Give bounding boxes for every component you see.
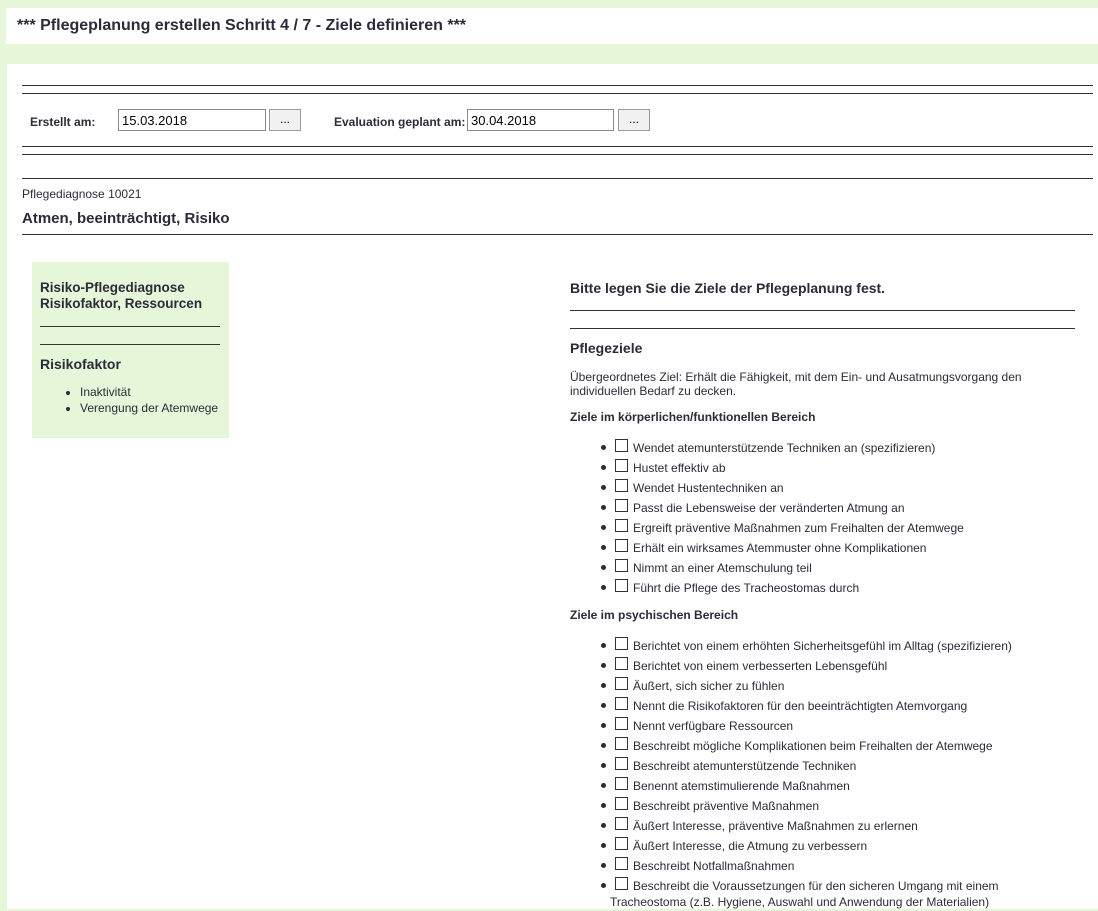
bullet-icon (601, 723, 606, 728)
goal-checkbox[interactable] (615, 459, 628, 472)
divider (22, 234, 1093, 235)
physical-goals-heading: Ziele im körperlichen/funktionellen Bereich (570, 410, 816, 424)
goal-item (570, 797, 1050, 817)
created-date-input[interactable] (118, 109, 266, 131)
goal-label: Benennt atemstimulierende Maßnahmen (633, 779, 850, 793)
bullet-icon (601, 883, 606, 888)
goal-item (570, 877, 1050, 911)
evaluation-date-input[interactable] (467, 109, 614, 131)
goal-checkbox[interactable] (615, 657, 628, 670)
created-date-label: Erstellt am: (30, 115, 96, 129)
risk-panel-heading-line1: Risiko-Pflegediagnose (40, 280, 185, 295)
bullet-icon (601, 445, 606, 450)
goal-label: Beschreibt präventive Maßnahmen (633, 799, 820, 813)
goal-item (570, 757, 1050, 777)
diagnosis-title: Atmen, beeinträchtigt, Risiko (22, 210, 230, 227)
goal-label: Äußert Interesse, präventive Maßnahmen zu erlernen (633, 819, 918, 833)
bullet-icon (601, 485, 606, 490)
goal-checkbox[interactable] (615, 837, 628, 850)
goal-checkbox[interactable] (615, 737, 628, 750)
goal-item (570, 499, 1050, 519)
goal-label: Erhält ein wirksames Atemmuster ohne Komplikationen (633, 541, 927, 555)
bullet-icon (601, 703, 606, 708)
goal-checkbox[interactable] (615, 797, 628, 810)
divider (22, 178, 1093, 179)
goal-checkbox[interactable] (615, 677, 628, 690)
divider (570, 328, 1075, 329)
goal-item (570, 637, 1050, 657)
goal-label: Beschreibt die Voraussetzungen für den sicheren Umgang mit einem Tracheostoma (z.B. Hygiene, Auswahl und Anwendung der Materialien) (610, 879, 999, 909)
goal-item (570, 857, 1050, 877)
goal-label: Berichtet von einem erhöhten Sicherheitsgefühl im Alltag (spezifizieren) (633, 639, 1012, 653)
goal-label: Ergreift präventive Maßnahmen zum Freihalten der Atemwege (633, 521, 964, 535)
bullet-icon (601, 863, 606, 868)
goal-item (570, 439, 1050, 459)
physical-goals-list (570, 439, 1050, 599)
goal-checkbox[interactable] (615, 579, 628, 592)
goal-checkbox[interactable] (615, 559, 628, 572)
divider (22, 146, 1093, 147)
bullet-icon (601, 683, 606, 688)
goal-checkbox[interactable] (615, 479, 628, 492)
goal-item (570, 657, 1050, 677)
goal-label: Äußert Interesse, die Atmung zu verbessern (633, 839, 868, 853)
goal-item (570, 479, 1050, 499)
goal-checkbox[interactable] (615, 817, 628, 830)
bullet-icon (601, 585, 606, 590)
page-header (6, 8, 1098, 44)
goals-section-title: Pflegeziele (570, 340, 643, 356)
psychic-goals-list (570, 637, 1050, 911)
risk-factor-heading: Risikofaktor (40, 356, 121, 372)
goal-checkbox[interactable] (615, 697, 628, 710)
divider (40, 326, 220, 327)
goal-item (570, 817, 1050, 837)
goal-label: Beschreibt atemunterstützende Techniken (633, 759, 857, 773)
bullet-icon (601, 743, 606, 748)
risk-factor-panel (32, 262, 229, 438)
goal-item (570, 837, 1050, 857)
goal-checkbox[interactable] (615, 499, 628, 512)
goal-checkbox[interactable] (615, 637, 628, 650)
goal-item (570, 459, 1050, 479)
content-panel (7, 64, 1098, 909)
risk-factor-list (40, 384, 218, 416)
divider (22, 85, 1093, 86)
goal-label: Beschreibt mögliche Komplikationen beim Freihalten der Atemwege (633, 739, 993, 753)
bullet-icon (601, 843, 606, 848)
page-title: *** Pflegeplanung erstellen Schritt 4 / 7 - Ziele definieren *** (17, 17, 467, 34)
top-strip (0, 0, 1098, 8)
bullet-icon (601, 565, 606, 570)
goal-item (570, 777, 1050, 797)
goal-label: Berichtet von einem verbesserten Lebensgefühl (633, 659, 888, 673)
goal-label: Nennt die Risikofaktoren für den beeinträchtigten Atemvorgang (633, 699, 968, 713)
divider (22, 154, 1093, 155)
risk-panel-heading (40, 280, 225, 312)
bullet-icon (601, 465, 606, 470)
goal-label: Beschreibt Notfallmaßnahmen (633, 859, 795, 873)
divider (40, 344, 220, 345)
goal-item (570, 697, 1050, 717)
bullet-icon (601, 663, 606, 668)
goal-item (570, 539, 1050, 559)
goal-item (570, 737, 1050, 757)
bullet-icon (601, 525, 606, 530)
goal-item (570, 559, 1050, 579)
goal-item (570, 717, 1050, 737)
evaluation-date-label: Evaluation geplant am: (334, 115, 466, 129)
goal-item (570, 579, 1050, 599)
goal-item (570, 519, 1050, 539)
overall-goal: Übergeordnetes Ziel: Erhält die Fähigkeit, mit dem Ein- und Ausatmungsvorgang den individuellen Bedarf zu decken. (570, 370, 1022, 398)
goal-label: Nennt verfügbare Ressourcen (633, 719, 794, 733)
goal-checkbox[interactable] (615, 519, 628, 532)
goal-item (570, 677, 1050, 697)
risk-factor-item: • Verengung der Atemwege (80, 400, 218, 416)
goal-checkbox[interactable] (615, 717, 628, 730)
goal-checkbox[interactable] (615, 757, 628, 770)
risk-panel-heading-line2: Risikofaktor, Ressourcen (40, 296, 203, 311)
bullet-icon (601, 643, 606, 648)
goal-label: Wendet Hustentechniken an (633, 481, 784, 495)
goal-label: Wendet atemunterstützende Techniken an (spezifizieren) (633, 441, 936, 455)
evaluation-date-picker-button[interactable]: ... (618, 109, 650, 131)
created-date-picker-button[interactable]: ... (269, 109, 301, 131)
divider (22, 93, 1093, 94)
goal-label: Führt die Pflege des Tracheostomas durch (633, 581, 860, 595)
bullet-icon (601, 823, 606, 828)
risk-factor-item: • Inaktivität (80, 384, 218, 400)
bullet-icon (601, 505, 606, 510)
goal-label: Äußert, sich sicher zu fühlen (633, 679, 785, 693)
goal-checkbox[interactable] (615, 439, 628, 452)
goal-label: Hustet effektiv ab (633, 461, 726, 475)
psychic-goals-heading: Ziele im psychischen Bereich (570, 608, 739, 622)
diagnosis-number: Pflegediagnose 10021 (22, 187, 142, 201)
bullet-icon (601, 783, 606, 788)
bullet-icon (601, 545, 606, 550)
divider (570, 310, 1075, 311)
goal-checkbox[interactable] (615, 777, 628, 790)
instruction-text: Bitte legen Sie die Ziele der Pflegeplanung fest. (570, 280, 886, 296)
goal-checkbox[interactable] (615, 857, 628, 870)
goal-label: Passt die Lebensweise der veränderten Atmung an (633, 501, 905, 515)
goal-checkbox[interactable] (615, 539, 628, 552)
bullet-icon (601, 763, 606, 768)
goal-label: Nimmt an einer Atemschulung teil (633, 561, 812, 575)
bullet-icon (601, 803, 606, 808)
